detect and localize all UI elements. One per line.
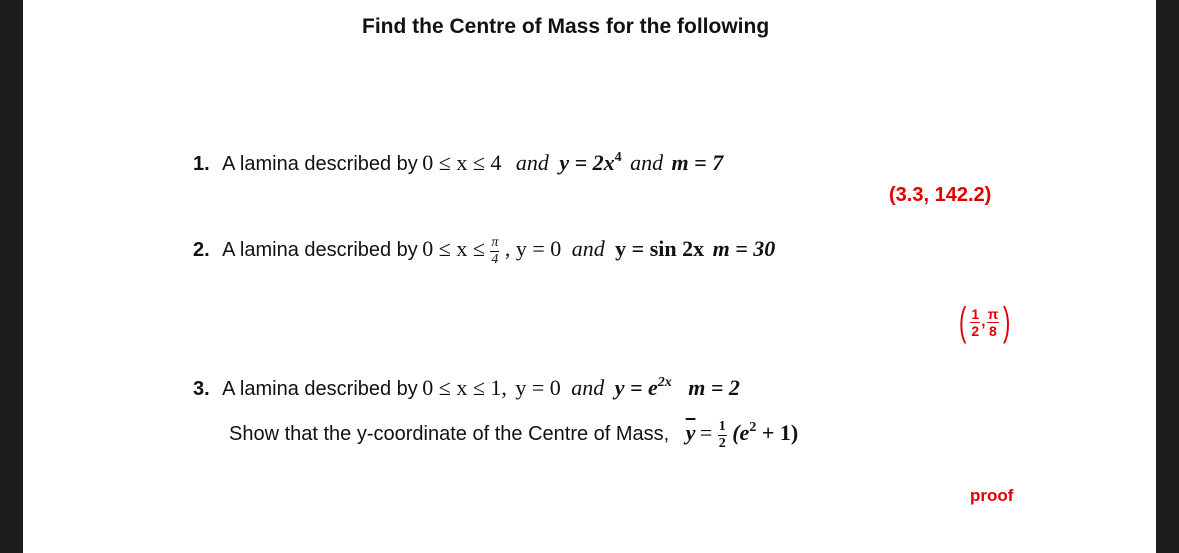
question-number: 2. — [193, 239, 210, 261]
page-title: Find the Centre of Mass for the following — [362, 15, 770, 38]
question-text: A lamina described by — [222, 378, 418, 400]
y-bar: $\overline{y}$ — [685, 420, 696, 445]
x-bound: 0 ≤ x ≤ 1, — [422, 375, 507, 400]
answer-y-fraction: $\frac{\pi}{8}$ — [987, 305, 999, 339]
question-number: 1. — [193, 153, 210, 175]
question-3-show-line — [229, 420, 798, 451]
right-paren: ) — [1003, 300, 1011, 344]
and-word: and — [571, 236, 605, 261]
pi-over-4-fraction: $\frac{\pi}{4}$ — [491, 235, 499, 268]
document-page — [23, 0, 1156, 553]
question-3 — [193, 375, 740, 401]
y-zero: y = 0 — [515, 375, 561, 400]
mass-value: m = 2 — [688, 375, 740, 400]
equals-sign: = — [699, 420, 713, 445]
question-number: 3. — [193, 378, 210, 400]
x-bound: 0 ≤ x ≤ — [422, 236, 485, 261]
y-zero: , y = 0 — [504, 236, 562, 261]
question-text: A lamina described by — [222, 153, 418, 175]
answer-x-fraction: $\frac{1}{2}$ — [971, 305, 980, 339]
result-expression: $(e^2 + 1)$ — [732, 420, 799, 445]
and-word: and — [515, 150, 549, 175]
and-word: and — [571, 375, 605, 400]
answer-2: ( $\frac{1}{2}$ , $\frac{\pi}{8}$ ) — [958, 300, 1011, 344]
and-word: and — [630, 150, 664, 175]
answer-1: (3.3, 142.2) — [889, 184, 992, 206]
question-1 — [193, 150, 723, 176]
half-fraction: $\frac{1}{2}$ — [718, 419, 726, 452]
question-2 — [193, 236, 775, 267]
mass-value: m = 30 — [712, 236, 776, 261]
left-paren: ( — [958, 300, 967, 344]
curve-equation: $y = 2x^4$ — [559, 150, 622, 175]
curve-equation: y = sin 2x — [615, 236, 705, 261]
exponent: 2x — [657, 375, 672, 390]
question-text: A lamina described by — [222, 239, 418, 261]
mass-value: m = 7 — [671, 150, 724, 175]
curve-equation: $y = e^{2x}$ — [614, 375, 672, 400]
exponent: 4 — [614, 150, 622, 165]
answer-3: proof — [970, 486, 1014, 505]
show-text: Show that the y-coordinate of the Centre of Mass, — [229, 423, 670, 445]
x-bound: 0 ≤ x ≤ 4 — [422, 150, 502, 175]
